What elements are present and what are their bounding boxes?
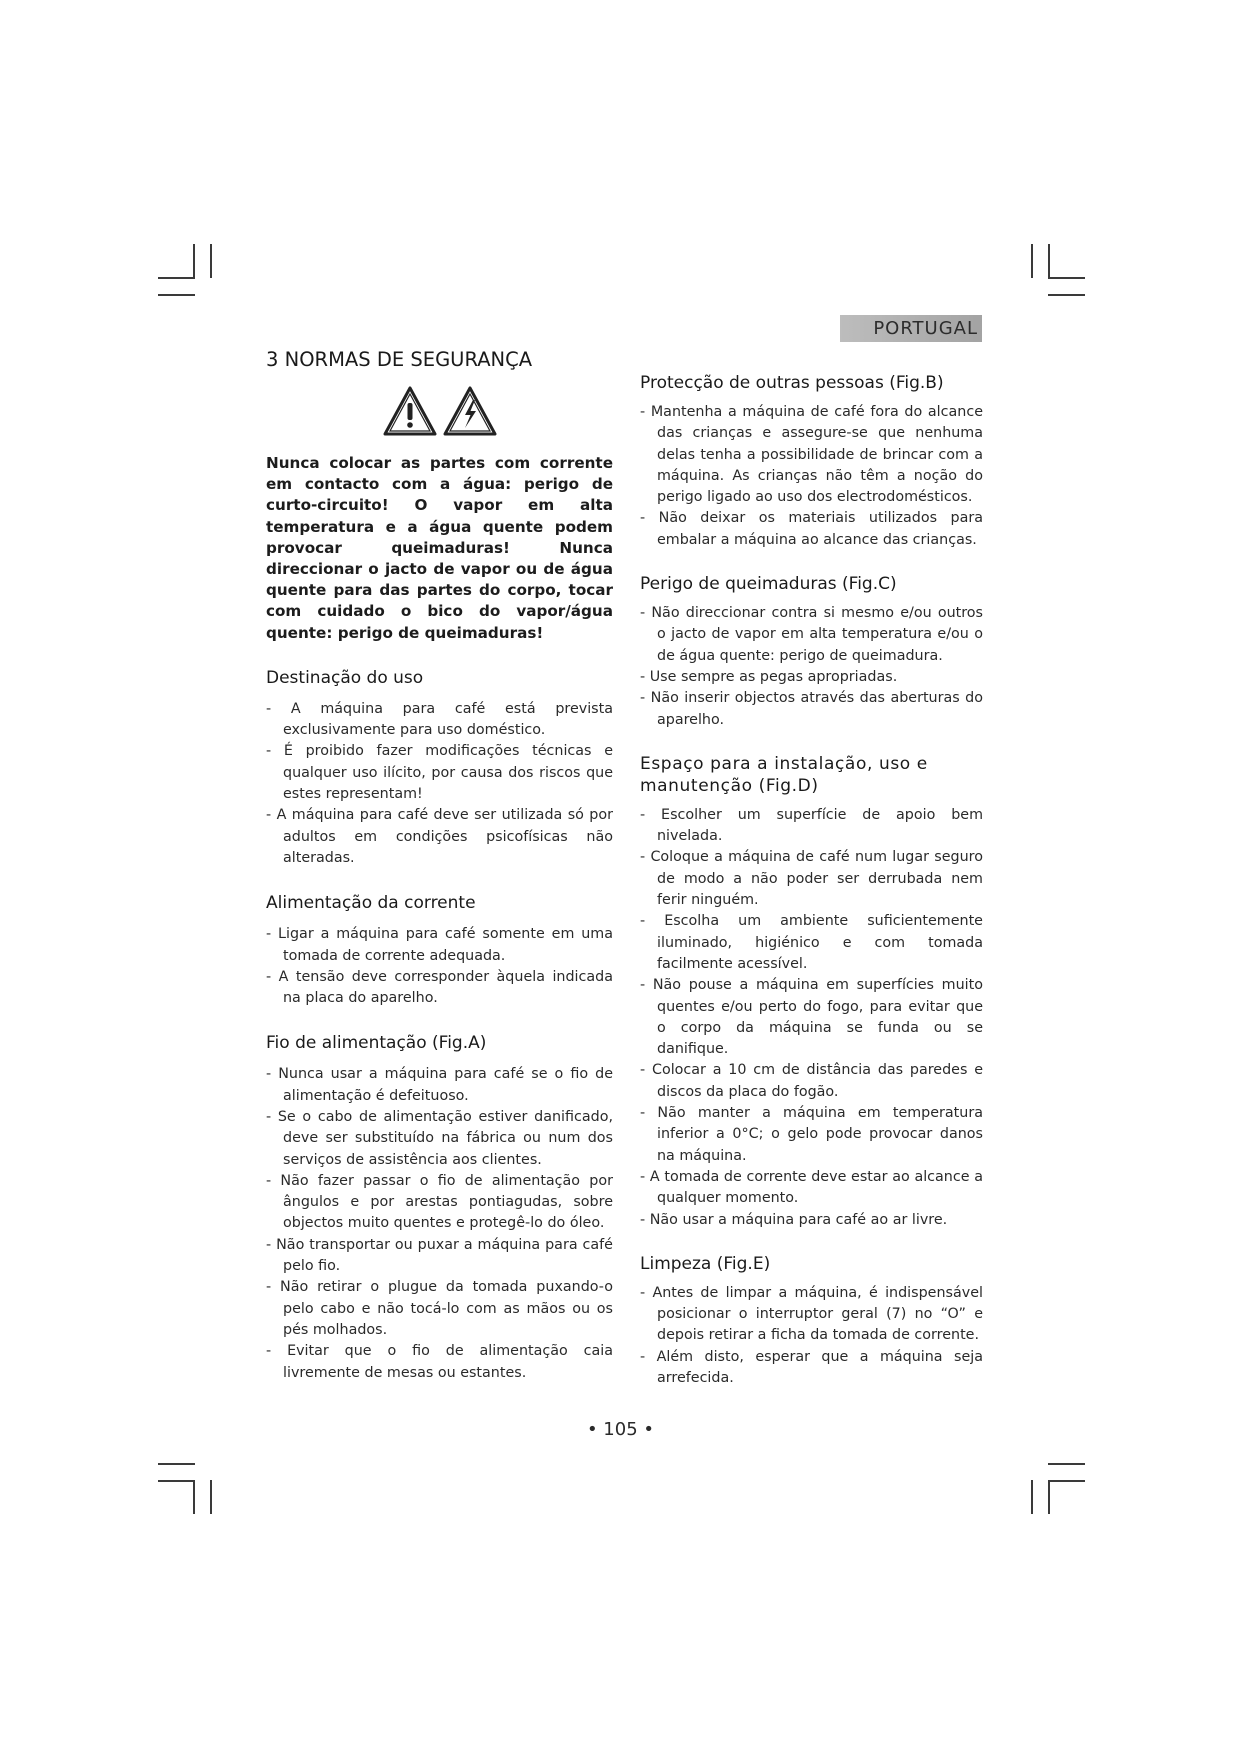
list-item: - Nunca usar a máquina para café se o fio de alimentação é defeituoso.: [266, 1064, 613, 1107]
section-heading: Fio de alimentação (Fig.A): [266, 1033, 487, 1054]
section-heading: Espaço para a instalação, uso e manutenção (Fig.D): [640, 753, 928, 796]
list-item: - Não direccionar contra si mesmo e/ou outros o jacto de vapor em alta temperatura e/ou o de água quente: perigo de queimadura.: [640, 603, 983, 667]
section-heading: Protecção de outras pessoas (Fig.B): [640, 373, 944, 393]
section-heading: Perigo de queimaduras (Fig.C): [640, 574, 897, 595]
list-item: - Não inserir objectos através das aberturas do aparelho.: [640, 688, 983, 731]
intro-warning: Nunca colocar as partes com corrente em contacto com a água: perigo de curto-circuito! O vapor em alta temperatura e a água quente podem provocar queimaduras! Nunca direccionar o jacto de vapor ou de água quente para das partes do corpo, tocar com cuidado o bico do vapor/água quente: perigo de queimaduras!: [266, 454, 613, 642]
left-column: [266, 348, 613, 1384]
list-item: - A tensão deve corresponder àquela indicada na placa do aparelho.: [266, 967, 613, 1010]
section-heading: Destinação do uso: [266, 667, 424, 688]
list-item: - Não transportar ou puxar a máquina para café pelo fio.: [266, 1235, 613, 1278]
section-limpeza: [640, 1253, 983, 1389]
list-item: - A máquina para café está prevista exclusivamente para uso doméstico.: [266, 699, 613, 742]
list-item: - Use sempre as pegas apropriadas.: [640, 667, 983, 688]
list-item: - Escolher um superfície de apoio bem nivelada.: [640, 805, 983, 848]
list-item: - A máquina para café deve ser utilizada só por adultos em condições psicofísicas não alteradas.: [266, 805, 613, 869]
right-column: [640, 372, 983, 1389]
section-queimaduras: [640, 573, 983, 731]
list-item: - Não manter a máquina em temperatura inferior a 0°C; o gelo pode provocar danos na máquina.: [640, 1103, 983, 1167]
list-item: - Colocar a 10 cm de distância das paredes e discos da placa do fogão.: [640, 1060, 983, 1103]
list-item: - Evitar que o fio de alimentação caia livremente de mesas ou estantes.: [266, 1341, 613, 1384]
section-destinacao: [266, 667, 613, 869]
list-item: - Ligar a máquina para café somente em uma tomada de corrente adequada.: [266, 924, 613, 967]
list-item: - Antes de limpar a máquina, é indispensável posicionar o interruptor geral (7) no “O” e depois retirar a ficha da tomada de corrente.: [640, 1283, 983, 1347]
list-item: - Coloque a máquina de café num lugar seguro de modo a não poder ser derrubada nem ferir ninguém.: [640, 847, 983, 911]
list-item: - Não usar a máquina para café ao ar livre.: [640, 1210, 983, 1231]
page-number: • 105 •: [586, 1419, 655, 1440]
list-item: - Não deixar os materiais utilizados para embalar a máquina ao alcance das crianças.: [640, 508, 983, 551]
list-item: - Escolha um ambiente suficientemente iluminado, higiénico e com tomada facilmente acessível.: [640, 911, 983, 975]
section-alimentacao: [266, 892, 613, 1009]
section-heading: Limpeza (Fig.E): [640, 1253, 771, 1274]
list-item: - É proibido fazer modificações técnicas e qualquer uso ilícito, por causa dos riscos que estes representam!: [266, 741, 613, 805]
warning-exclamation-icon: [382, 385, 438, 437]
warning-icons: [266, 385, 613, 437]
list-item: - Não fazer passar o fio de alimentação por ângulos e por arestas pontiagudas, sobre objectos muito quentes e protegê-lo do óleo.: [266, 1171, 613, 1235]
section-heading: Alimentação da corrente: [266, 893, 476, 914]
list-item: - Mantenha a máquina de café fora do alcance das crianças e assegure-se que nenhuma delas tenha a possibilidade de brincar com a máquina. As crianças não têm a noção do perigo ligado ao uso dos electrodomésticos.: [640, 402, 983, 508]
section-espaco: [640, 753, 983, 1231]
list-item: - Se o cabo de alimentação estiver danificado, deve ser substituído na fábrica ou num dos serviços de assistência aos clientes.: [266, 1107, 613, 1171]
list-item: - Além disto, esperar que a máquina seja arrefecida.: [640, 1347, 983, 1390]
list-item: - A tomada de corrente deve estar ao alcance a qualquer momento.: [640, 1167, 983, 1210]
section-protecao: [640, 372, 983, 551]
electric-hazard-icon: [442, 385, 498, 437]
list-item: - Não retirar o plugue da tomada puxando-o pelo cabo e não tocá-lo com as mãos ou os pés molhados.: [266, 1277, 613, 1341]
language-tab: PORTUGAL: [840, 315, 982, 342]
list-item: - Não pouse a máquina em superfícies muito quentes e/ou perto do fogo, para evitar que o corpo da máquina se funda ou se danifique.: [640, 975, 983, 1060]
section-fio: [266, 1032, 613, 1383]
section-title: 3 NORMAS DE SEGURANÇA: [266, 348, 533, 371]
